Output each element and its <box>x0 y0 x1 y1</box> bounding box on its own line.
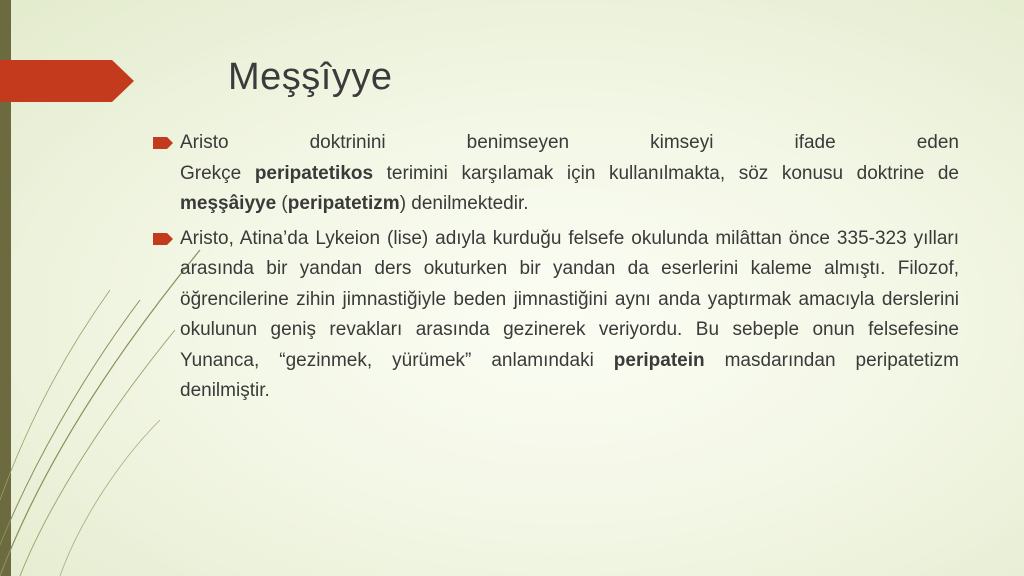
bullet-item <box>153 128 959 220</box>
word: doktrinini <box>309 132 386 153</box>
bullet-text <box>180 128 959 220</box>
word: Aristo <box>180 132 229 153</box>
text-run: ) denilmektedir. <box>399 193 529 214</box>
bold-term: peripatetikos <box>254 162 374 184</box>
bold-term: meşşâiyye <box>180 193 277 214</box>
bullet-item <box>153 224 959 407</box>
text-run: Grekçe <box>180 162 255 184</box>
text-run: Aristo, Atina’da Lykeion (lise) adıyla kurduğu felsefe okulunda milâttan önce 335-323 yılları arasında bir yandan ders okuturken bir yandan da eserlerini kaleme almıştı. Filozof, öğrencilerine zihin jimnastiğiyle beden jimnastiğini aynı anda yaptırmak amacıyla derslerini okulunun geniş revakları arasında gezinerek veriyordu. Bu sebeple onun felsefesine Yunanca, “gezinmek, yürümek” anlamındaki <box>180 227 959 371</box>
word: benimseyen <box>466 132 570 153</box>
arrow-bullet-icon <box>153 137 173 149</box>
bold-term: peripatein <box>613 349 705 371</box>
word: ifade <box>794 132 836 153</box>
bold-term: peripatetizm <box>287 193 400 214</box>
text-run: masdarından peripatetizm denilmiştir. <box>180 349 959 401</box>
word: eden <box>916 132 959 153</box>
text-run: terimini karşılamak için kullanılmakta, söz konusu doktrine de <box>373 162 959 184</box>
text-run: ( <box>276 193 288 214</box>
slide-content <box>153 128 959 411</box>
arrow-bullet-icon <box>153 233 173 245</box>
word: kimseyi <box>650 132 714 153</box>
title-arrow-marker <box>0 60 134 102</box>
bullet-text <box>180 224 959 407</box>
slide-title: Meşşîyye <box>228 56 393 98</box>
bullet-first-line <box>180 128 959 159</box>
